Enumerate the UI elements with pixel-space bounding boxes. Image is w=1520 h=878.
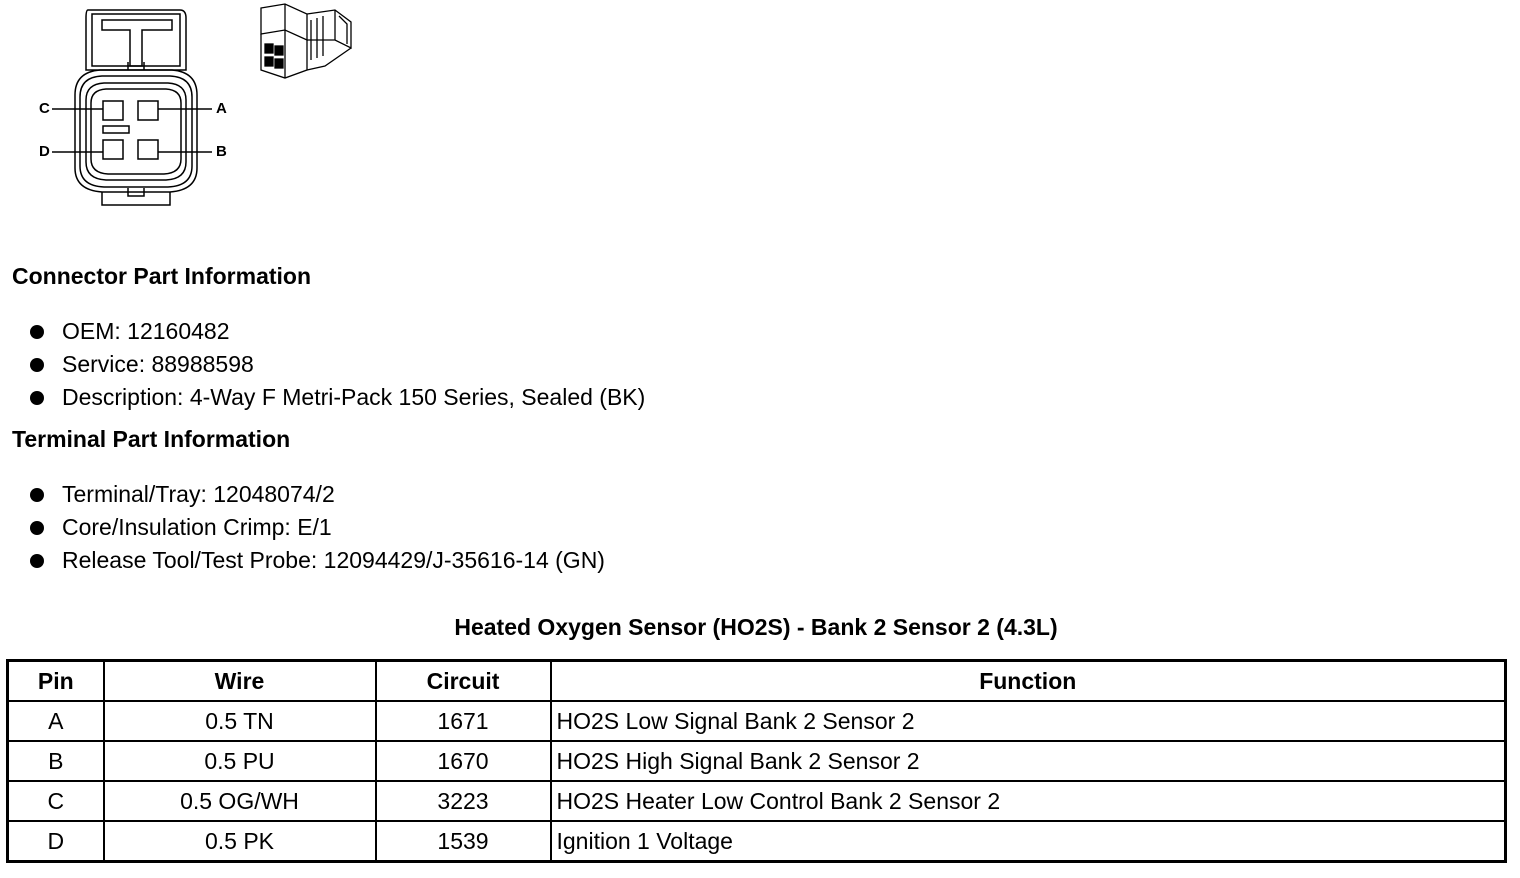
- table-row: [8, 741, 1506, 781]
- cell-circuit: 1671: [376, 701, 551, 741]
- connector-info-heading: Connector Part Information: [12, 263, 312, 289]
- table-title: Heated Oxygen Sensor (HO2S) - Bank 2 Sensor 2 (4.3L): [454, 614, 1058, 640]
- cell-wire: 0.5 PU: [104, 741, 376, 781]
- column-header-function: Function: [551, 661, 1506, 702]
- connector-thumbnail-drawing: [255, 0, 355, 82]
- pin-label-d: D: [39, 143, 50, 160]
- cell-circuit: 1670: [376, 741, 551, 781]
- bullet-icon: [30, 358, 44, 372]
- list-item: [28, 315, 645, 348]
- cell-pin: C: [8, 781, 104, 821]
- connector-description: Description: 4-Way F Metri-Pack 150 Series, Sealed (BK): [62, 384, 646, 410]
- cell-wire: 0.5 OG/WH: [104, 781, 376, 821]
- connector-face-diagram: [30, 0, 230, 215]
- pinout-table: [6, 659, 1507, 863]
- cell-pin: B: [8, 741, 104, 781]
- column-header-wire: Wire: [104, 661, 376, 702]
- connector-face-drawing: [30, 0, 230, 215]
- cell-circuit: 1539: [376, 821, 551, 862]
- table-row: [8, 781, 1506, 821]
- column-header-circuit: Circuit: [376, 661, 551, 702]
- connector-info-list: [28, 315, 645, 414]
- cell-function: Ignition 1 Voltage: [551, 821, 1506, 862]
- bullet-icon: [30, 521, 44, 535]
- bullet-icon: [30, 488, 44, 502]
- table-row: [8, 701, 1506, 741]
- terminal-release-tool: Release Tool/Test Probe: 12094429/J-35616-14 (GN): [62, 547, 605, 573]
- cell-wire: 0.5 TN: [104, 701, 376, 741]
- list-item: [28, 348, 645, 381]
- cell-circuit: 3223: [376, 781, 551, 821]
- cell-function: HO2S High Signal Bank 2 Sensor 2: [551, 741, 1506, 781]
- cell-pin: A: [8, 701, 104, 741]
- connector-oem: OEM: 12160482: [62, 318, 230, 344]
- list-item: [28, 478, 605, 511]
- list-item: [28, 381, 645, 414]
- connector-thumbnail: [255, 0, 355, 82]
- cell-function: HO2S Heater Low Control Bank 2 Sensor 2: [551, 781, 1506, 821]
- terminal-info-heading: Terminal Part Information: [12, 426, 291, 452]
- pin-label-c: C: [39, 100, 50, 117]
- terminal-crimp: Core/Insulation Crimp: E/1: [62, 514, 332, 540]
- bullet-icon: [30, 391, 44, 405]
- bullet-icon: [30, 554, 44, 568]
- table-header-row: [8, 661, 1506, 702]
- table-row: [8, 821, 1506, 862]
- terminal-tray: Terminal/Tray: 12048074/2: [62, 481, 335, 507]
- cell-function: HO2S Low Signal Bank 2 Sensor 2: [551, 701, 1506, 741]
- connector-service: Service: 88988598: [62, 351, 254, 377]
- cell-pin: D: [8, 821, 104, 862]
- list-item: [28, 511, 605, 544]
- pin-label-b: B: [216, 143, 227, 160]
- bullet-icon: [30, 325, 44, 339]
- terminal-info-list: [28, 478, 605, 577]
- column-header-pin: Pin: [8, 661, 104, 702]
- pin-label-a: A: [216, 100, 227, 117]
- list-item: [28, 544, 605, 577]
- cell-wire: 0.5 PK: [104, 821, 376, 862]
